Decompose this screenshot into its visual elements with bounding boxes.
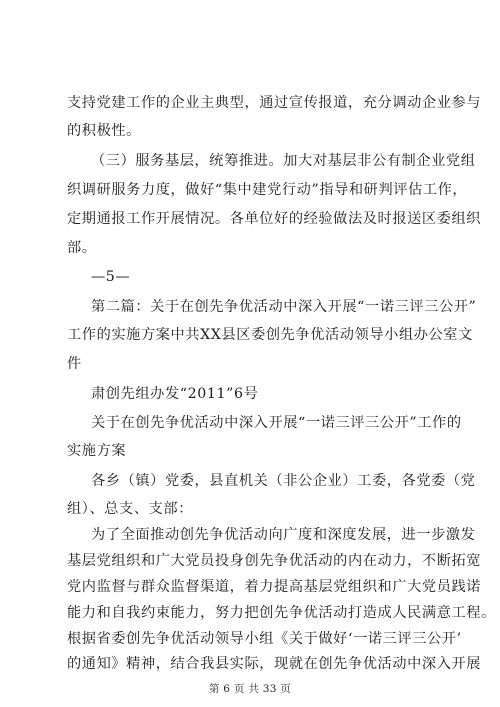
section-heading-line: （三）服务基层，统筹推进。加大对基层非公有制企业党组 — [91, 153, 476, 169]
paragraph-line: 织调研服务力度，做好“集中建党行动”指导和研判评估工作， — [67, 182, 468, 198]
paragraph-line: 定期通报工作开展情况。各单位好的经验做法及时报送区委组织 — [67, 211, 482, 227]
paragraph-line: 部。 — [67, 240, 97, 256]
paragraph-line: 支持党建工作的企业主典型，通过宣传报道，充分调动企业参与 — [67, 95, 482, 111]
paragraph-line: 的通知》精神，结合我县实际，现就在创先争优活动中深入开展 — [67, 656, 482, 672]
chapter-title-line: 件 — [67, 356, 82, 372]
paragraph-line: 基层党组织和广大党员投身创先争优活动的内在动力，不断拓宽 — [67, 553, 482, 569]
paragraph-line: 根据省委创先争优活动领导小组《关于做好‘一诺三评三公开’ — [67, 631, 462, 647]
page-number-marker: —5— — [91, 269, 131, 285]
doc-title-line: 关于在创先争优活动中深入开展“一诺三评三公开”工作的 — [91, 415, 462, 431]
recipients-line: 组）、总支、支部： — [67, 501, 193, 517]
paragraph-line: 党内监督与群众监督渠道，着力提高基层党组织和广大党员践诺 — [67, 579, 482, 595]
doc-title-line: 实施方案 — [67, 443, 127, 459]
paragraph-line: 的积极性。 — [67, 123, 141, 139]
paragraph-line: 为了全面推动创先争优活动向广度和深度发展，进一步激发 — [91, 527, 476, 543]
chapter-title-line: 工作的实施方案中共XX县区委创先争优活动领导小组办公室文 — [67, 327, 473, 343]
recipients-line: 各乡（镇）党委，县直机关（非公企业）工委，各党委（党 — [91, 473, 476, 489]
paragraph-line: 能力和自我约束能力，努力把创先争优活动打造成人民满意工程。 — [67, 605, 496, 621]
page-footer: 第 6 页 共 33 页 — [208, 683, 292, 695]
chapter-title-line: 第二篇：关于在创先争优活动中深入开展“一诺三评三公开” — [91, 299, 477, 315]
document-number: 肃创先组办发“2011”6号 — [91, 386, 259, 402]
